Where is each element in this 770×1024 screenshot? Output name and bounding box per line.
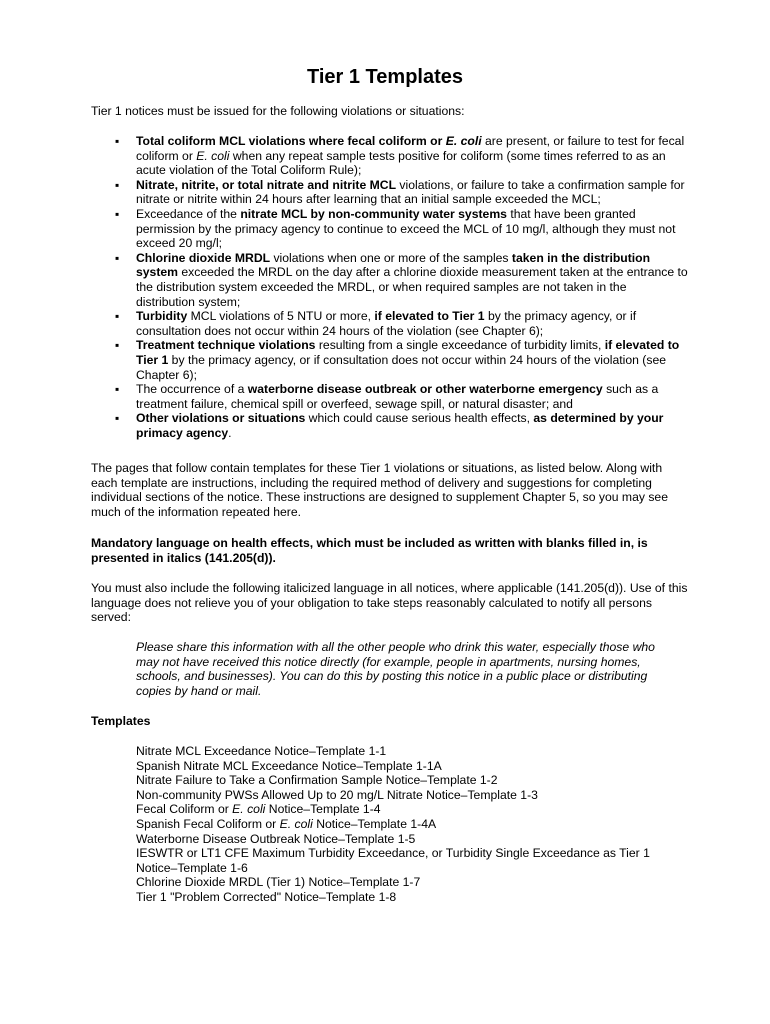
template-item — [136, 846, 681, 875]
violation-item-text: if elevated to Tier 1 — [136, 338, 680, 367]
template-item — [136, 744, 681, 759]
violation-item-text: Treatment technique violations — [136, 338, 316, 353]
template-item-text: IESWTR or LT1 CFE Maximum Turbidity Exceedance, or Turbidity Single Exceedance as Tier 1 Notice–Template 1-6 — [136, 846, 650, 875]
italic-language-instruction: You must also include the following italicized language in all notices, where applicable (141.205(d)). Use of this language does not relieve you of your obligation to take steps reasonably calculated to notify all persons served: — [91, 581, 688, 625]
template-item — [136, 875, 681, 890]
template-item — [136, 890, 681, 905]
templates-description-paragraph: The pages that follow contain templates for these Tier 1 violations or situations, as listed below. Along with each template are instructions, including the required method of delivery and suggestions for completing individual sections of the notice. These instructions are designed to supplement Chapter 5, so you may see much of the information repeated here. — [91, 461, 668, 519]
violation-item-text: that have been granted permission by the primacy agency to continue to exceed the MCL of 10 mg/l, although they must not exceed 20 mg/l; — [136, 206, 676, 251]
template-item — [136, 832, 681, 847]
violation-item-text: if elevated to Tier 1 — [374, 309, 485, 324]
violation-item-text: Total coliform MCL violations where fecal coliform or — [136, 134, 446, 148]
template-item — [136, 773, 681, 788]
mandatory-language-note: Mandatory language on health effects, which must be included as written with blanks filled in, is presented in italics (141.205(d)). — [91, 536, 648, 565]
templates-heading: Templates — [91, 714, 151, 728]
violation-item-text: as determined by your primacy agency — [136, 411, 664, 440]
violation-item-text: Nitrate, nitrite, or total nitrate and nitrite MCL — [136, 177, 397, 192]
template-item-text: E. coli — [279, 816, 313, 831]
violation-item-text: by the primacy agency, or if consultation does not occur within 24 hours of the violation (see Chapter 6); — [136, 309, 637, 338]
violation-item-text: violations, or failure to take a confirmation sample for nitrate or nitrite within 24 hours after learning that an initial sample exceeded the MCL; — [136, 177, 685, 207]
violation-item-text: Exceedance of the — [136, 206, 241, 221]
template-item-text: Non-community PWSs Allowed Up to 20 mg/L Nitrate Notice–Template 1-3 — [136, 787, 538, 802]
violation-item-text: resulting from a single exceedance of turbidity limits, — [315, 338, 605, 353]
violation-item — [136, 207, 688, 251]
template-item-text: E. coli — [232, 802, 266, 817]
violation-item-text: The occurrence of a — [136, 382, 248, 397]
template-item — [136, 802, 681, 817]
violation-item — [136, 382, 688, 411]
template-item — [136, 817, 681, 832]
template-item-text: Waterborne Disease Outbreak Notice–Template 1-5 — [136, 831, 416, 846]
violation-item-text: MCL violations of 5 NTU or more, — [187, 309, 375, 324]
template-item — [136, 788, 681, 803]
violation-item-text: when any repeat sample tests positive for coliform (some times referred to as an acute violation of the Total Coliform Rule); — [136, 148, 666, 178]
violation-item-text: E. coli — [196, 148, 230, 163]
page-title: Tier 1 Templates — [307, 66, 463, 88]
template-item-text: Nitrate MCL Exceedance Notice–Template 1-1 — [136, 744, 387, 758]
template-item-text: Spanish Nitrate MCL Exceedance Notice–Template 1-1A — [136, 758, 442, 773]
violation-item-text: waterborne disease outbreak or other waterborne emergency — [247, 382, 603, 397]
template-item-text: Fecal Coliform or — [136, 802, 233, 817]
violation-item — [136, 411, 688, 440]
violation-item-text: E. coli — [445, 134, 482, 148]
violation-item-text: Other violations or situations — [136, 411, 306, 426]
violation-item — [136, 178, 688, 207]
violation-item-text: . — [228, 425, 232, 440]
violation-item-text: exceeded the MRDL on the day after a chlorine dioxide measurement taken at the entrance to the distribution system exceeded the MRDL, or when required samples are not taken in the distribution system; — [136, 265, 688, 309]
intro-paragraph: Tier 1 notices must be issued for the following violations or situations: — [91, 104, 465, 118]
violation-item-text: which could cause serious health effects, — [305, 411, 534, 426]
violation-item-text: Turbidity — [136, 309, 188, 324]
violation-item-text: violations when one or more of the samples — [270, 250, 512, 265]
violation-item-text: nitrate MCL by non-community water systems — [240, 206, 507, 221]
violation-item — [136, 251, 688, 309]
violation-item-text: Chlorine dioxide MRDL — [136, 250, 271, 265]
violation-item — [136, 309, 688, 338]
violations-list — [136, 134, 688, 440]
violation-item — [136, 134, 688, 178]
violation-item — [136, 338, 688, 382]
template-item-text: Nitrate Failure to Take a Confirmation Sample Notice–Template 1-2 — [136, 773, 498, 788]
template-item-text: Notice–Template 1-4A — [312, 816, 437, 831]
template-item-text: Spanish Fecal Coliform or — [136, 816, 280, 831]
violation-item-text: by the primacy agency, or if consultation does not occur within 24 hours of the violation (see Chapter 6); — [136, 352, 666, 382]
violation-item-text: taken in the distribution system — [136, 250, 651, 280]
share-information-quote: Please share this information with all the other people who drink this water, especially those who may not have received this notice directly (for example, people in apartments, nursing homes, schools, and businesses). You can do this by posting this notice in a public place or distributing copies by hand or mail. — [136, 640, 655, 698]
template-item-text: Notice–Template 1-4 — [265, 802, 381, 817]
violation-item-text: such as a treatment failure, chemical spill or overfeed, sewage spill, or natural disaster; and — [136, 382, 659, 411]
template-item-text: Chlorine Dioxide MRDL (Tier 1) Notice–Template 1-7 — [136, 875, 421, 890]
template-item — [136, 759, 681, 774]
violation-item-text: are present, or failure to test for fecal coliform or — [136, 134, 685, 163]
templates-list — [136, 744, 681, 905]
template-item-text: Tier 1 "Problem Corrected" Notice–Template 1-8 — [136, 889, 397, 904]
